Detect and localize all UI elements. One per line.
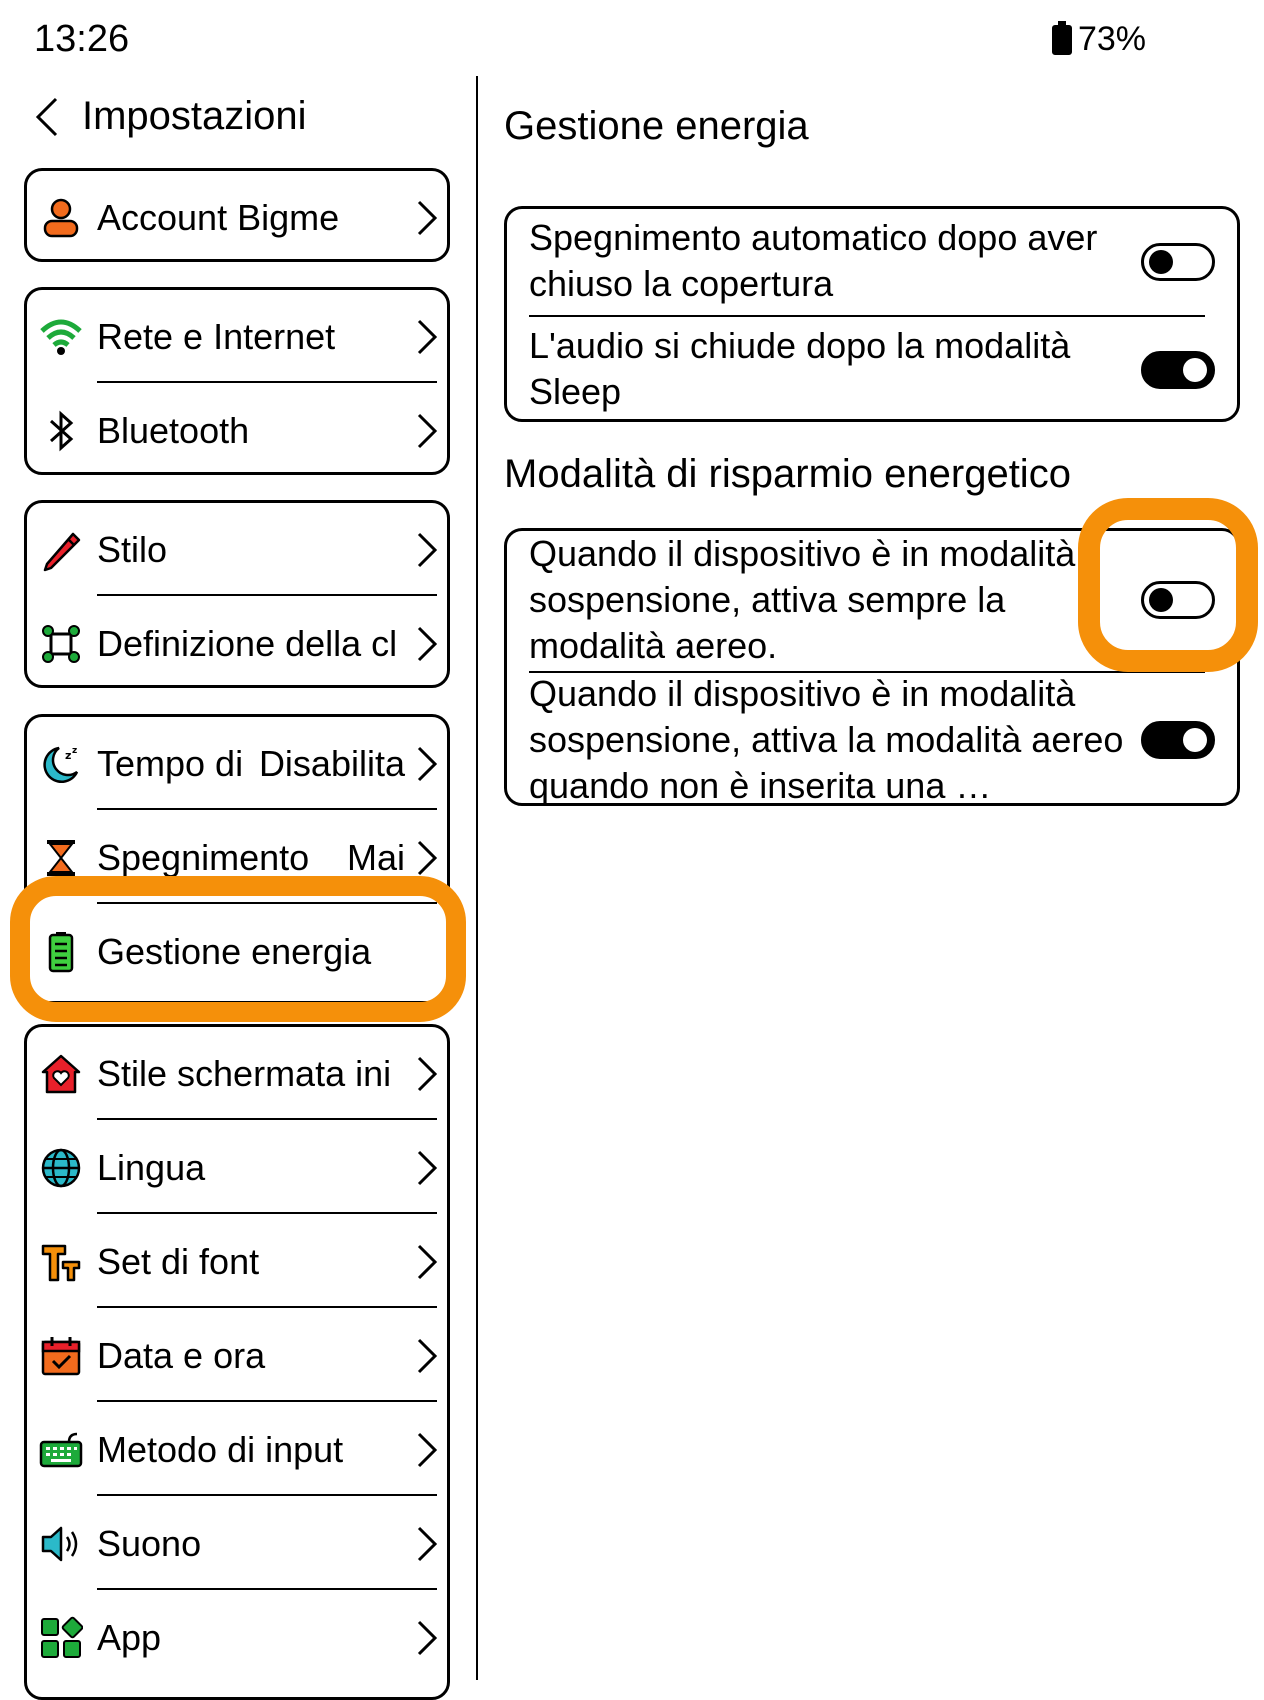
svg-text:z: z [65, 749, 72, 762]
sidebar-item-label: Definizione della cl [97, 623, 398, 664]
sidebar-item-label: Tempo di [97, 743, 244, 784]
status-time: 13:26 [34, 18, 130, 60]
section-title-power-saving: Modalità di risparmio energetico [504, 452, 1071, 496]
sidebar-card-stylus [24, 500, 450, 688]
sidebar-item-label: Rete e Internet [97, 316, 336, 357]
chevron-right-icon [415, 1337, 439, 1375]
toggle-audio-sleep[interactable] [1141, 351, 1215, 389]
sidebar-item-label: Suono [97, 1523, 202, 1564]
divider [97, 1212, 437, 1214]
sidebar-item-font-set[interactable] [27, 1215, 447, 1309]
speaker-icon [39, 1522, 83, 1566]
sidebar-item-label: Data e ora [97, 1335, 266, 1376]
globe-icon [39, 1146, 83, 1190]
toggle-auto-off[interactable] [1141, 243, 1215, 281]
pen-icon [39, 528, 83, 572]
chevron-right-icon [415, 531, 439, 569]
apps-icon [39, 1616, 83, 1660]
sidebar-item-apps[interactable] [27, 1591, 447, 1685]
sleep-moon-icon [39, 742, 83, 786]
sidebar-item-label: Spegnimento [97, 837, 310, 878]
font-icon [39, 1240, 83, 1284]
divider [97, 1400, 437, 1402]
chevron-right-icon [415, 1149, 439, 1187]
chevron-right-icon [415, 625, 439, 663]
chevron-right-icon [415, 1055, 439, 1093]
wifi-icon [39, 315, 83, 359]
hourglass-icon [39, 836, 83, 880]
sidebar-item-bluetooth[interactable] [27, 384, 447, 478]
sidebar-item-label: Set di font [97, 1241, 260, 1282]
calendar-icon [39, 1334, 83, 1378]
toggle-airplane-no-sim[interactable] [1141, 721, 1215, 759]
shortcut-icon [39, 622, 83, 666]
power-options-card [504, 206, 1240, 422]
divider [97, 1588, 437, 1590]
sidebar-item-input-method[interactable] [27, 1403, 447, 1497]
sidebar-item-value: Mai [343, 837, 405, 879]
divider [97, 381, 437, 383]
sidebar-item-sound[interactable] [27, 1497, 447, 1591]
sidebar-item-label: Gestione energia [97, 931, 372, 972]
option-airplane-no-sim-text: Quando il dispositivo è in modalità sospensione, attiva la modalità aereo quando non è inserita una … [529, 673, 1124, 806]
battery-status-icon [1052, 25, 1072, 55]
chevron-right-icon [415, 839, 439, 877]
sidebar-item-value: Disabilita [255, 743, 405, 785]
sidebar-card-general [24, 1024, 450, 1700]
settings-title: Impostazioni [82, 94, 307, 138]
sidebar-card-network [24, 287, 450, 475]
highlight-annotation [1078, 498, 1258, 672]
option-auto-off-text: Spegnimento automatico dopo aver chiuso la copertura [529, 217, 1098, 304]
sidebar-item-home-style[interactable] [27, 1027, 447, 1121]
chevron-left-icon [34, 96, 60, 138]
toggle-knob [1183, 728, 1207, 752]
bluetooth-icon [39, 409, 83, 453]
option-always-airplane-text: Quando il dispositivo è in modalità sospensione, attiva sempre la modalità aereo. [529, 533, 1076, 666]
keyboard-icon [39, 1428, 83, 1472]
sidebar-item-label: Stile schermata ini [97, 1053, 392, 1094]
chevron-right-icon [415, 1619, 439, 1657]
sidebar-item-label: Account Bigme [97, 197, 340, 238]
sidebar-item-stylus[interactable] [27, 503, 447, 597]
divider [529, 315, 1205, 317]
sidebar-item-date-time[interactable] [27, 1309, 447, 1403]
status-battery [1052, 20, 1146, 59]
highlight-annotation [10, 876, 466, 1022]
sidebar-item-sleep-time[interactable] [27, 717, 447, 811]
sidebar-item-label: Metodo di input [97, 1429, 344, 1470]
sidebar-item-label: Bluetooth [97, 410, 250, 451]
chevron-right-icon [415, 1525, 439, 1563]
back-button[interactable] [34, 94, 307, 139]
chevron-right-icon [415, 1243, 439, 1281]
chevron-right-icon [415, 199, 439, 237]
sidebar-item-network[interactable] [27, 290, 447, 384]
divider [97, 1118, 437, 1120]
option-audio-sleep-text: L'audio si chiude dopo la modalità Sleep [529, 325, 1071, 412]
sidebar-item-key-definition[interactable] [27, 597, 447, 691]
toggle-knob [1183, 358, 1207, 382]
battery-percent: 73% [1077, 20, 1146, 58]
chevron-right-icon [415, 412, 439, 450]
chevron-right-icon [415, 1431, 439, 1469]
svg-text:z: z [72, 746, 78, 756]
toggle-knob [1149, 250, 1173, 274]
chevron-right-icon [415, 318, 439, 356]
divider [97, 594, 437, 596]
divider [97, 1306, 437, 1308]
sidebar-item-account[interactable] [27, 171, 447, 265]
sidebar-item-language[interactable] [27, 1121, 447, 1215]
sidebar-item-label: App [97, 1617, 162, 1658]
pane-divider [476, 76, 478, 1680]
sidebar-item-label: Lingua [97, 1147, 206, 1188]
sidebar-item-label: Stilo [97, 529, 168, 570]
page-title: Gestione energia [504, 104, 809, 148]
sidebar-card-account [24, 168, 450, 262]
divider [97, 808, 437, 810]
person-icon [39, 196, 83, 240]
home-icon [39, 1052, 83, 1096]
chevron-right-icon [415, 745, 439, 783]
divider [97, 1494, 437, 1496]
